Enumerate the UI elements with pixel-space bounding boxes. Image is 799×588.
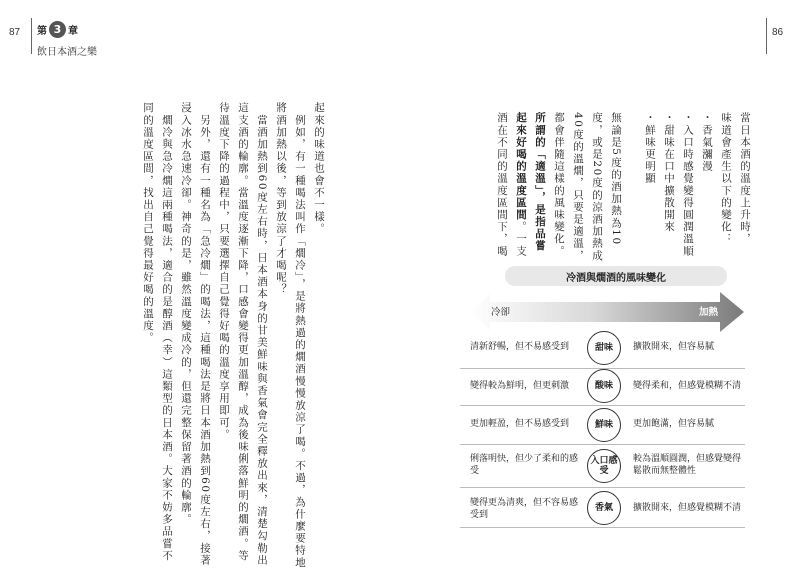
row-3-center: 鮮味 [587,408,621,442]
right-col-1: 當日本酒的溫度上升時， [739,112,751,246]
row-2-right: 變得柔和，但感覺模糊不清 [633,381,742,391]
right-col-4: ・入口時感覺變得圓潤溫順 [682,112,694,258]
row-5-center: 香氣 [587,491,621,525]
right-col-12 [514,112,528,257]
left-header-rule [31,18,32,54]
row-1-left: 清新舒暢，但不易感受到 [470,342,570,352]
row-2-left: 變得較為鮮明，但更刺激 [470,381,570,391]
row-3-left: 更加輕盈，但不易感受到 [470,419,570,429]
left-col-5: 這支酒的輪廓。當溫度逐漸下降，口感會變得更加溫醇，成為後味俐落鮮明的燗酒。等 [237,102,249,562]
row-3-right: 更加飽滿，但容易膩 [633,419,715,429]
row-divider [460,405,745,406]
left-col-7: 另外，還有一種名為「急冷燗」的喝法，這種喝法是將日本酒加熱到60度左右，接著 [199,102,211,567]
right-col-6: ・鮮味更明顯 [644,112,656,185]
arrow-left-label: 冷卻 [491,307,511,318]
book-title: 飲日本酒之樂 [37,47,97,58]
right-col-5: ・甜味在口中擴散開來 [663,112,675,233]
chapter-suffix: 章 [68,26,78,37]
row-1-center: 甜味 [587,331,621,365]
right-page-number: 86 [772,27,784,38]
left-page-number: 87 [9,27,21,38]
right-col-12-bold: 起來好喝的溫度區間 [515,112,527,221]
row-4-center: 入口感受 [587,449,621,483]
right-col-13: 酒在不同的溫度區間下，喝 [496,112,508,258]
row-5-right: 擴散開來，但感覺模糊不清 [633,503,742,513]
row-divider [460,487,745,488]
left-col-10: 同的溫度區間，找出自己覺得最好喝的溫度。 [142,102,154,344]
row-2-center: 酸味 [587,369,621,403]
row-divider [460,527,745,528]
left-col-4: 當酒加熱到60度左右時，日本酒本身的甘美鮮味與香氣會完全釋放出來，清楚勾勒出 [256,102,268,567]
left-col-2: 例如，有一種喝法叫作「燗冷」，是將熱過的燗酒慢慢放涼了喝。不過，為什麼要特地 [294,102,306,569]
right-col-7: 無論是5度的酒加熱為10 [610,112,622,246]
left-col-6: 待溫度下降的過程中，只要選擇自己覺得好喝的溫度享用即可。 [218,102,230,441]
left-col-3: 將酒加熱以後，等到放涼了才喝呢？ [275,102,287,296]
right-col-8: 度，或是20度的涼酒加熱成 [591,112,603,262]
chapter-prefix: 第 [37,26,47,37]
chapter-number-circle: 3 [49,21,66,38]
left-col-9: 燗冷與急冷燗這兩種喝法，適合的是醇酒（幸）這類型的日本酒。大家不妨多品嘗不 [161,102,173,562]
right-col-11: 所謂的「適溫」，是指品嘗 [534,112,546,252]
right-col-3: ・香氣瀰漫 [701,112,713,173]
left-col-8: 浸入冰水急速冷卻。神奇的是，雖然溫度變成冷的，但還完整保留著酒的輪廓。 [180,102,192,526]
right-col-2: 味道會產生以下的變化： [720,112,732,246]
row-1-right: 擴散開來，但容易膩 [633,342,715,352]
row-divider [460,444,745,445]
row-4-left: 俐落明快，但少了柔和的感受 [470,454,579,476]
right-col-12-suffix: 。一支 [515,220,527,258]
chapter-badge [37,21,78,38]
right-col-9: 40度的溫燗，只要是適溫， [572,112,584,262]
diagram-title: 冷酒與燗酒的風味變化 [505,266,727,286]
row-4-right: 較為溫順圓潤，但感覺變得鬆散而無整體性 [633,454,742,476]
row-5-left: 變得更為清爽，但不容易感受到 [470,498,579,520]
arrow-right-label: 加熱 [699,307,719,318]
right-header-rule [766,18,767,54]
right-col-10: 都會伴隨這樣的風味變化。 [553,112,565,258]
left-col-1: 起來的味道也會不一樣。 [313,102,325,236]
